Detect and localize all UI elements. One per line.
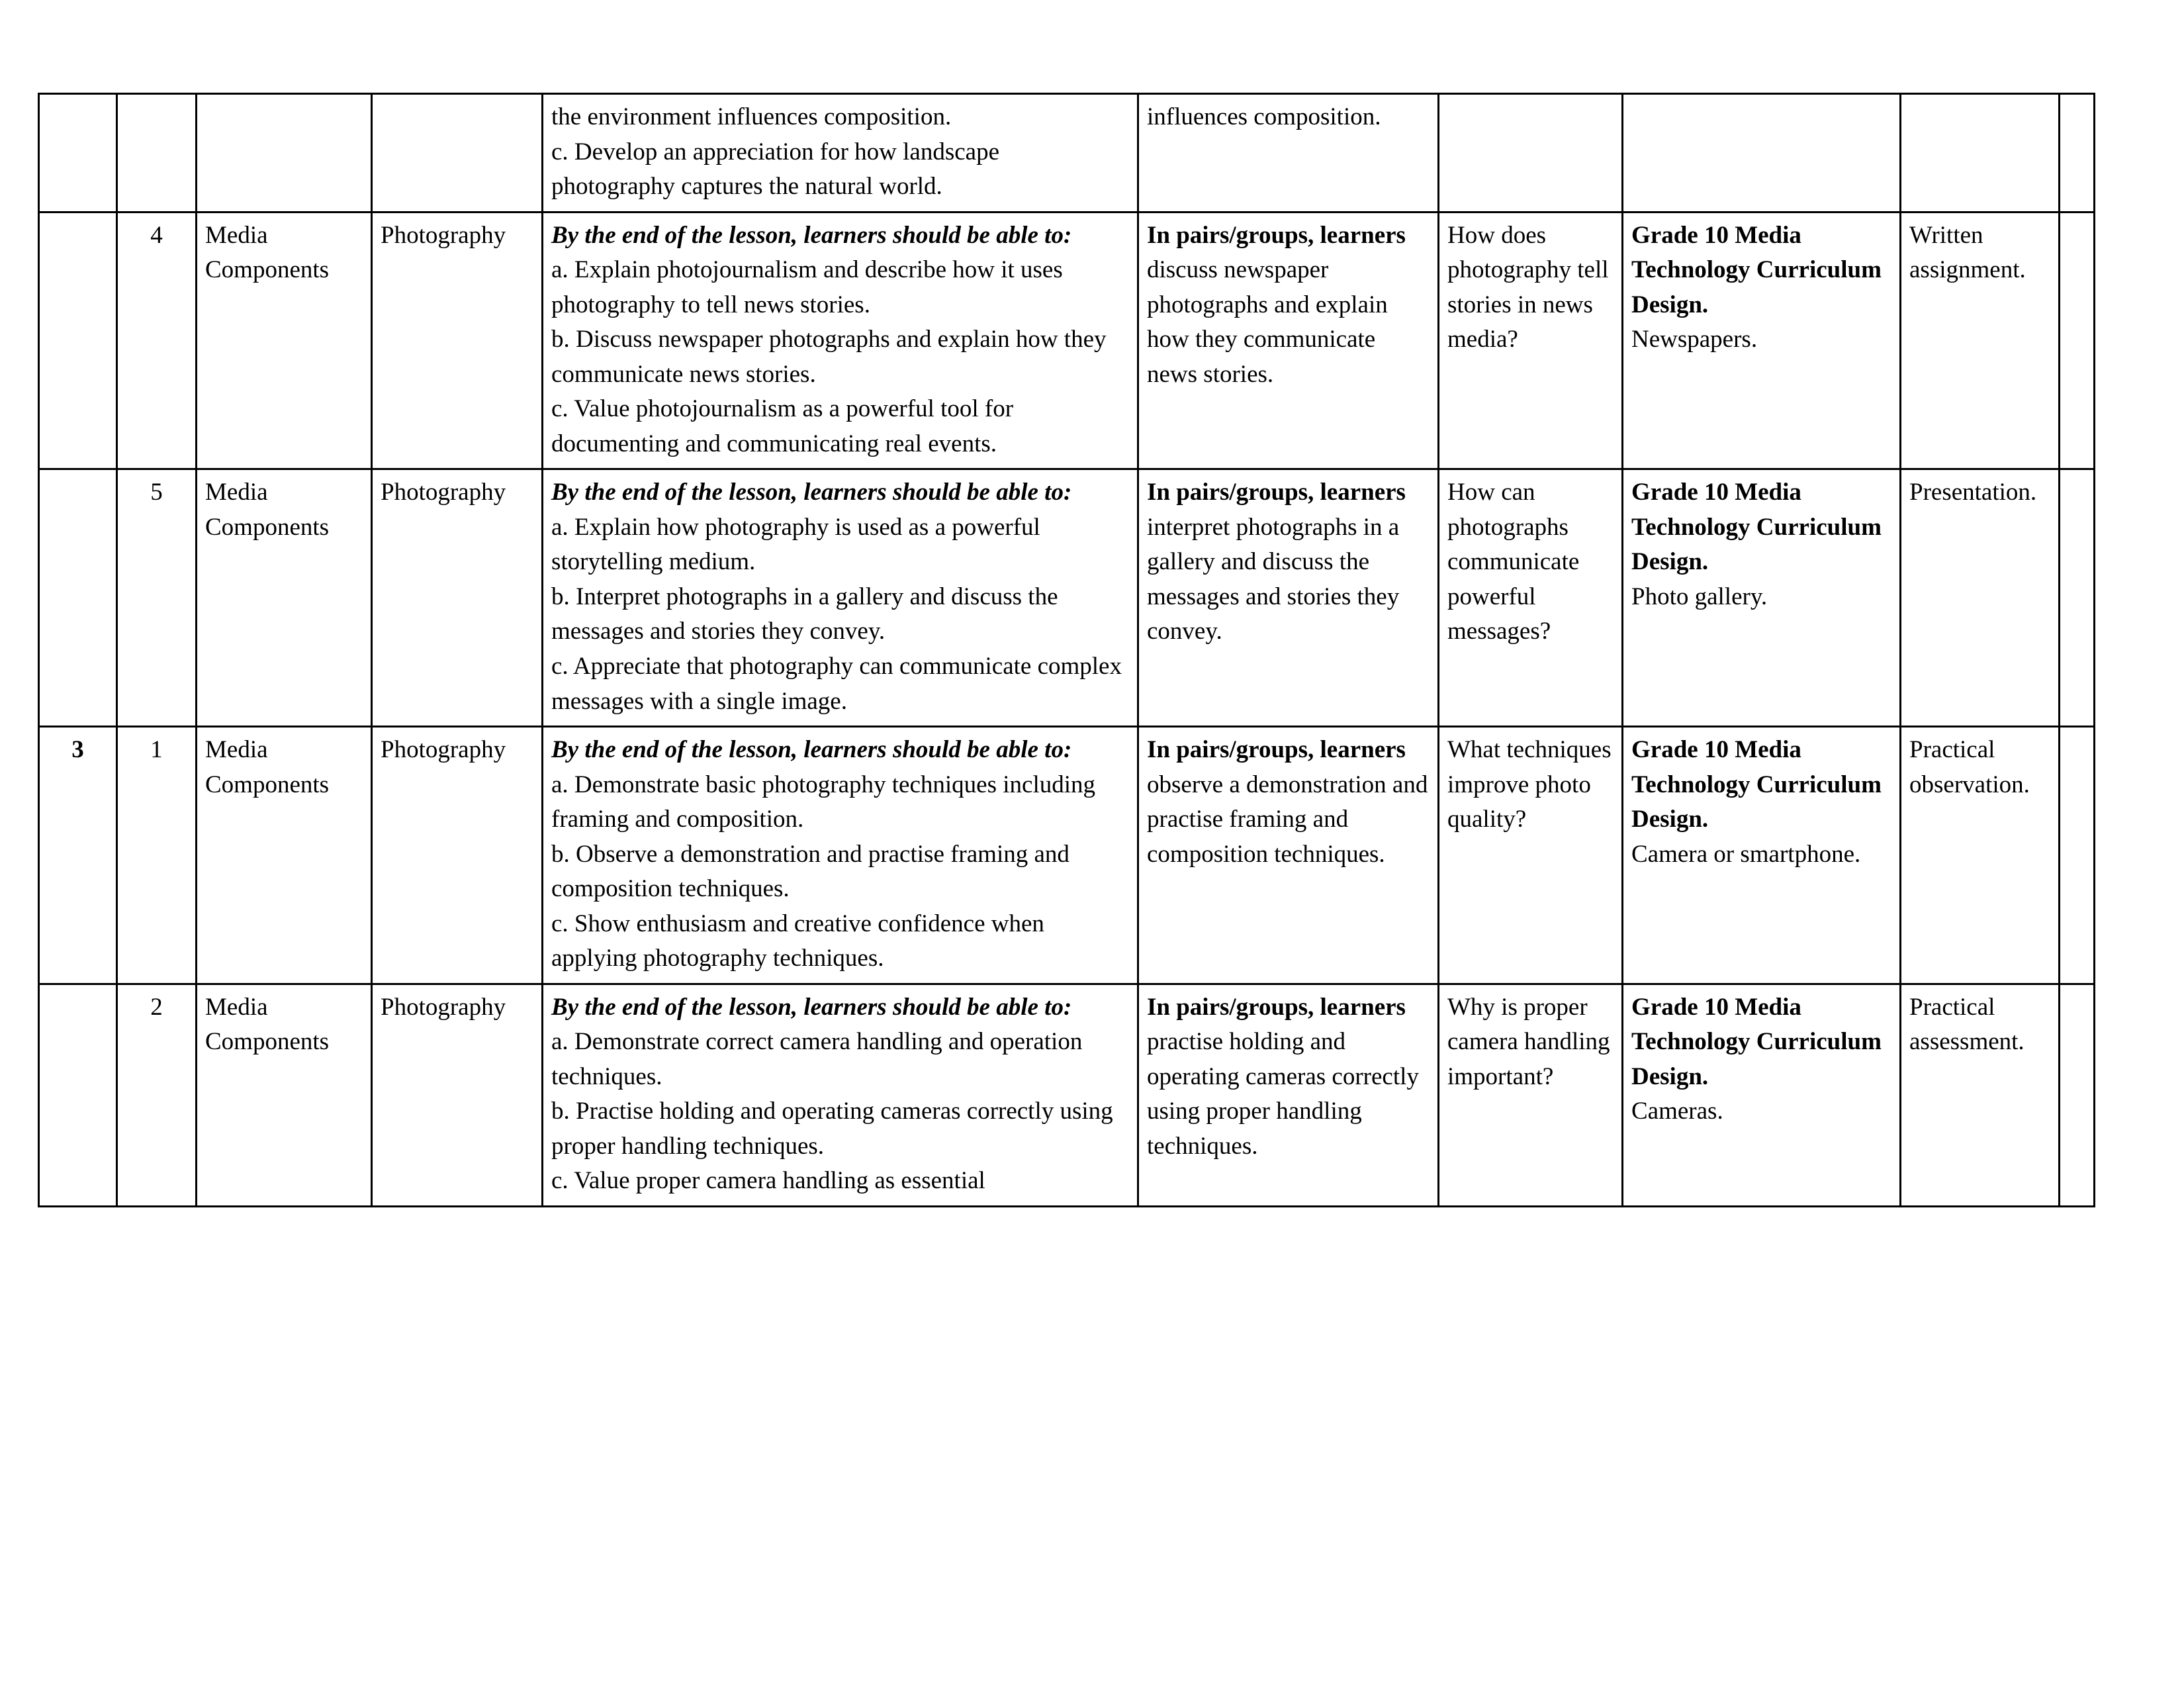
cell-substrand (372, 94, 543, 212)
cell-activity (1138, 727, 1439, 984)
table-body (39, 94, 2095, 1207)
cell-assessment: Presentation. (1901, 469, 2060, 727)
cell-lesson: 4 (117, 212, 197, 469)
table-row (39, 94, 2095, 212)
cell-assessment: Practical observation. (1901, 727, 2060, 984)
table-row (39, 727, 2095, 984)
resource-sub: Newspapers. (1631, 326, 1758, 353)
outcome-lead: By the end of the lesson, learners should be able to: (551, 479, 1072, 506)
cell-outcomes (543, 94, 1138, 212)
outcome-item: b. Practise holding and operating cameras correctly using proper handling techniques. (551, 1098, 1113, 1160)
cell-question: What techniques improve photo quality? (1439, 727, 1623, 984)
cell-resources (1623, 469, 1901, 727)
cell-assessment (1901, 94, 2060, 212)
outcome-item: a. Explain photojournalism and describe how it uses photography to tell news stories. (551, 256, 1063, 318)
activity-text: discuss newspaper photographs and explain how they communicate news stories. (1147, 256, 1388, 388)
cell-outcomes (543, 984, 1138, 1206)
cell-strand: Media Components (197, 469, 372, 727)
cell-lesson (117, 94, 197, 212)
cell-reflection (2060, 727, 2095, 984)
outcome-item: a. Demonstrate correct camera handling and operation techniques. (551, 1028, 1083, 1090)
outcome-lead: By the end of the lesson, learners should be able to: (551, 221, 1072, 249)
activity-lead: In pairs/groups, learners (1147, 993, 1406, 1021)
scheme-of-work-table (38, 93, 2095, 1207)
outcome-item: b. Observe a demonstration and practise framing and composition techniques. (551, 840, 1069, 903)
cell-strand: Media Components (197, 212, 372, 469)
activity-lead: In pairs/groups, learners (1147, 479, 1406, 506)
cell-activity (1138, 984, 1439, 1206)
outcome-item: b. Discuss newspaper photographs and explain how they communicate news stories. (551, 326, 1107, 388)
cell-substrand: Photography (372, 984, 543, 1206)
resource-sub: Photo gallery. (1631, 583, 1768, 610)
cell-question (1439, 94, 1623, 212)
outcome-item: c. Value photojournalism as a powerful tool for documenting and communicating real events. (551, 395, 1014, 457)
activity-text: observe a demonstration and practise framing and composition techniques. (1147, 771, 1428, 868)
cell-strand: Media Components (197, 984, 372, 1206)
cell-reflection (2060, 469, 2095, 727)
cell-substrand: Photography (372, 469, 543, 727)
cell-outcomes (543, 727, 1138, 984)
cell-resources (1623, 94, 1901, 212)
resource-title: Grade 10 Media Technology Curriculum Design. (1631, 479, 1882, 576)
cell-week (39, 469, 117, 727)
outcome-item: c. Value proper camera handling as essential (551, 1167, 985, 1195)
cell-week: 3 (39, 727, 117, 984)
outcome-item: c. Show enthusiasm and creative confidence when applying photography techniques. (551, 910, 1044, 972)
cell-outcomes (543, 212, 1138, 469)
resource-sub: Cameras. (1631, 1098, 1723, 1125)
cell-resources (1623, 212, 1901, 469)
resource-sub: Camera or smartphone. (1631, 840, 1861, 868)
cell-question: How can photographs communicate powerful messages? (1439, 469, 1623, 727)
resource-title: Grade 10 Media Technology Curriculum Design. (1631, 221, 1882, 318)
outcome-lead: By the end of the lesson, learners should be able to: (551, 993, 1072, 1021)
cell-lesson: 2 (117, 984, 197, 1206)
resource-title: Grade 10 Media Technology Curriculum Design. (1631, 736, 1882, 833)
outcome-item: b. Interpret photographs in a gallery and discuss the messages and stories they convey. (551, 583, 1058, 645)
cell-resources (1623, 984, 1901, 1206)
cell-outcomes (543, 469, 1138, 727)
outcome-item: a. Explain how photography is used as a powerful storytelling medium. (551, 513, 1040, 576)
cell-resources (1623, 727, 1901, 984)
cell-assessment: Practical assessment. (1901, 984, 2060, 1206)
activity-text: interpret photographs in a gallery and discuss the messages and stories they convey. (1147, 513, 1400, 645)
outcome-item: the environment influences composition. (551, 103, 952, 130)
cell-reflection (2060, 212, 2095, 469)
cell-week (39, 984, 117, 1206)
table-row (39, 469, 2095, 727)
cell-assessment: Written assignment. (1901, 212, 2060, 469)
activity-text: influences composition. (1147, 103, 1381, 130)
cell-strand: Media Components (197, 727, 372, 984)
cell-activity (1138, 469, 1439, 727)
cell-question: How does photography tell stories in news media? (1439, 212, 1623, 469)
activity-text: practise holding and operating cameras correctly using proper handling techniques. (1147, 1028, 1419, 1160)
cell-strand (197, 94, 372, 212)
table-row (39, 984, 2095, 1206)
cell-week (39, 94, 117, 212)
cell-substrand: Photography (372, 727, 543, 984)
cell-activity (1138, 212, 1439, 469)
cell-lesson: 1 (117, 727, 197, 984)
outcome-item: a. Demonstrate basic photography techniques including framing and composition. (551, 771, 1096, 833)
cell-reflection (2060, 984, 2095, 1206)
resource-title: Grade 10 Media Technology Curriculum Design. (1631, 993, 1882, 1090)
cell-week (39, 212, 117, 469)
cell-substrand: Photography (372, 212, 543, 469)
outcome-item: c. Appreciate that photography can communicate complex messages with a single image. (551, 652, 1122, 715)
cell-question: Why is proper camera handling important? (1439, 984, 1623, 1206)
activity-lead: In pairs/groups, learners (1147, 221, 1406, 249)
activity-lead: In pairs/groups, learners (1147, 736, 1406, 764)
outcome-item: c. Develop an appreciation for how landscape photography captures the natural world. (551, 138, 1000, 201)
cell-lesson: 5 (117, 469, 197, 727)
cell-activity (1138, 94, 1439, 212)
cell-reflection (2060, 94, 2095, 212)
outcome-lead: By the end of the lesson, learners should be able to: (551, 736, 1072, 764)
table-row (39, 212, 2095, 469)
